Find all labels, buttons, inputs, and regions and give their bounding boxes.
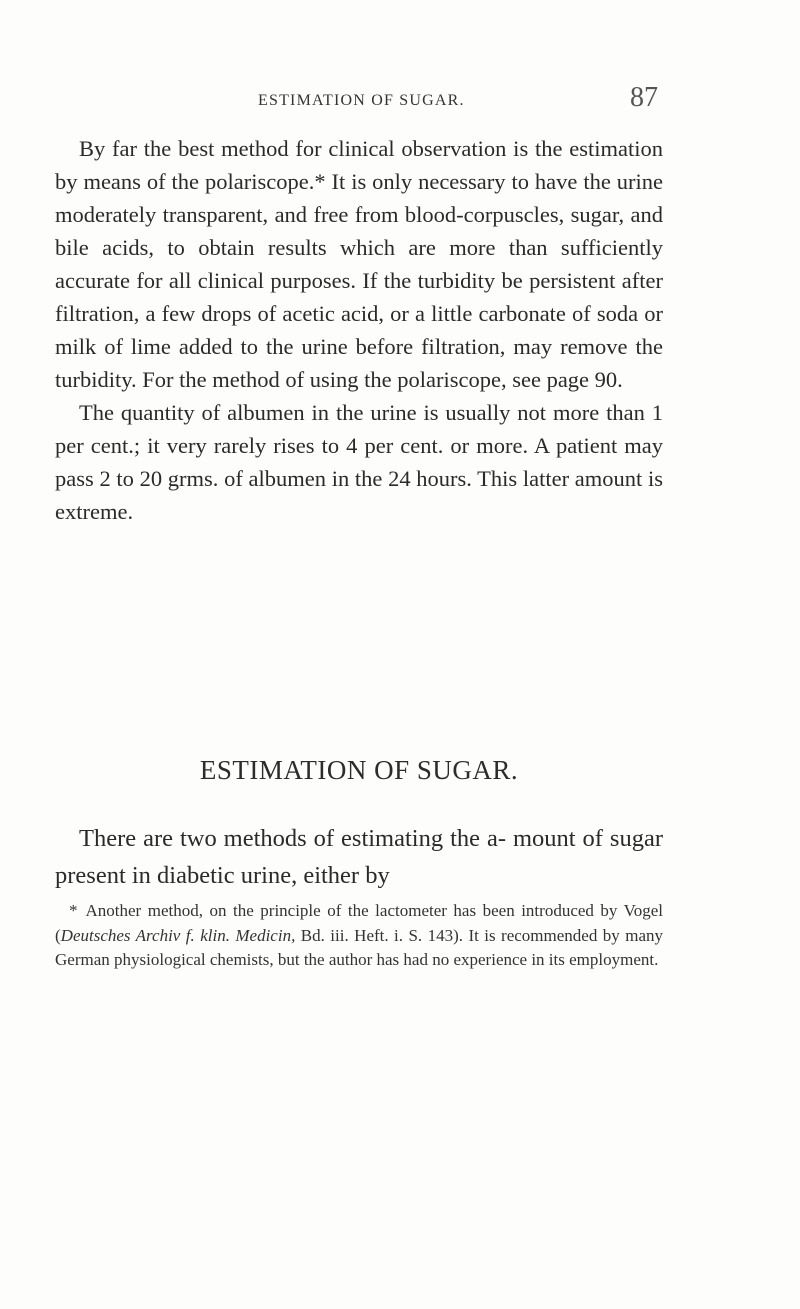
- paragraph-sugar-methods: There are two methods of estimating the a- mount of sugar present in diabetic urine, either by: [55, 825, 663, 889]
- page-number: 87: [630, 82, 658, 113]
- footnote-text: [55, 899, 663, 973]
- footnote: [55, 899, 663, 973]
- footnote-marker: *: [69, 901, 78, 920]
- footnote-citation: Deutsches Archiv f. klin. Medicin,: [60, 925, 296, 945]
- section-body: [55, 820, 663, 894]
- footnote-text-start: Another method, on the principle of the lactometer has been introduced by Vogel (: [55, 901, 663, 945]
- section-heading: ESTIMATION OF SUGAR.: [199, 755, 519, 785]
- paragraph-polariscope: By far the best method for clinical observation is the estimation by means of the polariscope.* It is only necessary to have the urine moderately transparent, and free from blood-corpuscles, sugar, and bile acids, to obtain results which are more than sufficiently accurate for all clinical purposes. If the turbidity be persistent after filtration, a few drops of acetic acid, or a little carbonate of soda or milk of lime added to the urine before filtration, may remove the turbidity. For the method of using the polariscope, see page 90.: [55, 136, 663, 392]
- running-title: ESTIMATION OF SUGAR.: [258, 92, 465, 109]
- running-head: [258, 82, 658, 122]
- paragraph-albumen-quantity: The quantity of albumen in the urine is usually not more than 1 per cent.; it very rarely rises to 4 per cent. or more. A patient may pass 2 to 20 grms. of albumen in the 24 hours. This latter amount is extreme.: [55, 400, 663, 524]
- footnote-text-end: Bd. iii. Heft. i. S. 143). It is recommended by many German physiological chemists, but the author has had no experience in its employment.: [55, 925, 663, 969]
- main-text: [55, 132, 663, 528]
